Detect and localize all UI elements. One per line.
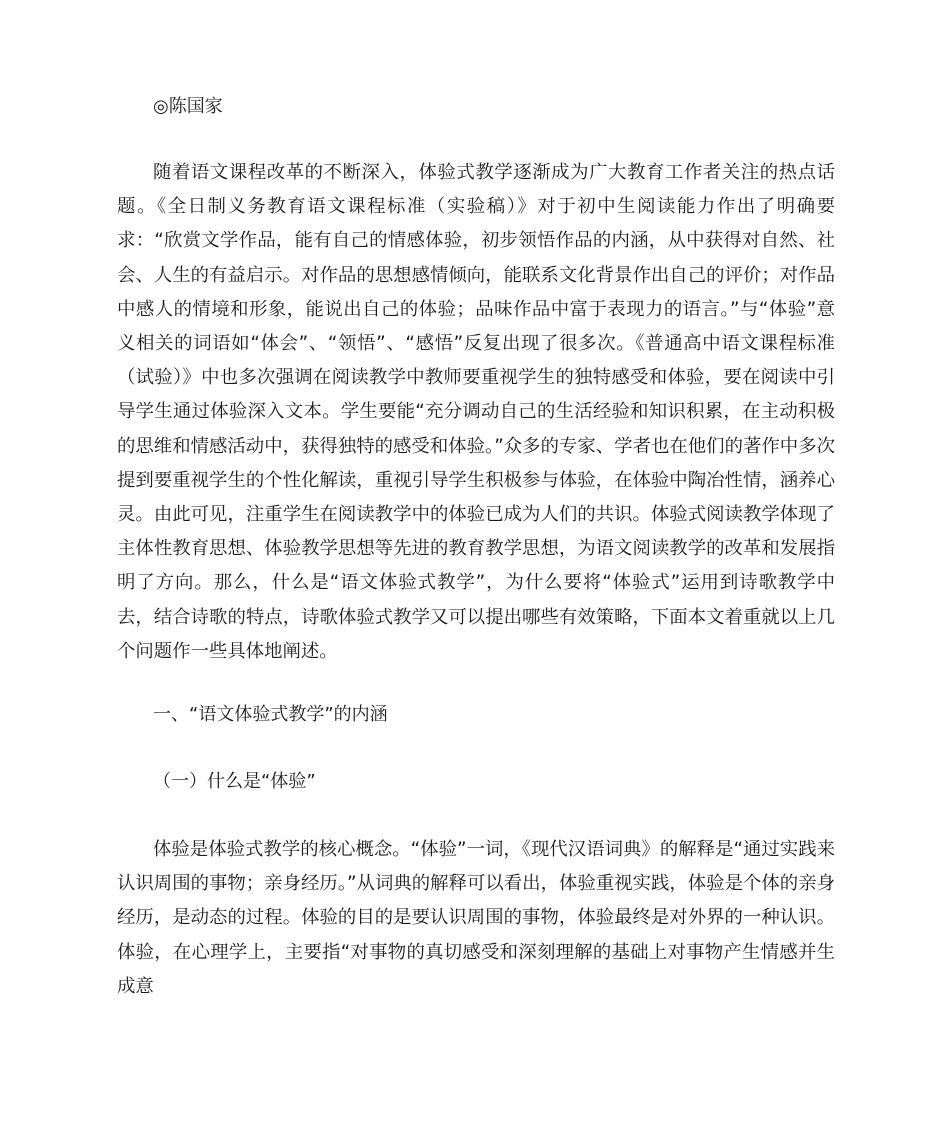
spacer [117,799,835,833]
spacer [117,669,835,698]
body-paragraph: 体验是体验式教学的核心概念。“体验”一词，《现代汉语词典》的解释是“通过实践来认识周围的事物；亲身经历。”从词典的解释可以看出，体验重视实践，体验是个体的亲身经历，是动态的过程。体验的目的是要认识周围的事物，体验最终是对外界的一种认识。体验，在心理学上，主要指“对事物的真切感受和深刻理解的基础上对事物产生情感并生成意 [117,839,835,997]
subsection-heading: （一）什么是“体验” [153,771,316,793]
document-content [117,90,835,1004]
author-line: ◎陈国家 [153,96,223,117]
section-heading: 一、“语文体验式教学”的内涵 [153,704,388,726]
intro-paragraph: 随着语文课程改革的不断深入，体验式教学逐渐成为广大教育工作者关注的热点话题。《全日制义务教育语文课程标准（实验稿）》对于初中生阅读能力作出了明确要求：“欣赏文学作品，能有自己的情感体验，初步领悟作品的内涵，从中获得对自然、社会、人生的有益启示。对作品的思想感情倾向，能联系文化背景作出自己的评价；对作品中感人的情境和形象，能说出自己的体验；品味作品中富于表现力的语言。”与“体验”意义相关的词语如“体会”、“领悟”、“感悟”反复出现了很多次。《普通高中语文课程标准（试验）》中也多次强调在阅读教学中教师要重视学生的独特感受和体验，要在阅读中引导学生通过体验深入文本。学生要能“充分调动自己的生活经验和知识积累，在主动积极的思维和情感活动中，获得独特的感受和体验。”众多的专家、学者也在他们的著作中多次提到要重视学生的个性化解读，重视引导学生积极参与体验，在体验中陶冶性情，涵养心灵。由此可见，注重学生在阅读教学中的体验已成为人们的共识。体验式阅读教学体现了主体性教育思想、体验教学思想等先进的教育教学思想，为语文阅读教学的改革和发展指明了方向。那么，什么是“语文体验式教学”，为什么要将“体验式”运用到诗歌教学中去，结合诗歌的特点，诗歌体验式教学又可以提出哪些有效策略，下面本文着重就以上几个问题作一些具体地阐述。 [117,162,835,662]
spacer [117,732,835,765]
